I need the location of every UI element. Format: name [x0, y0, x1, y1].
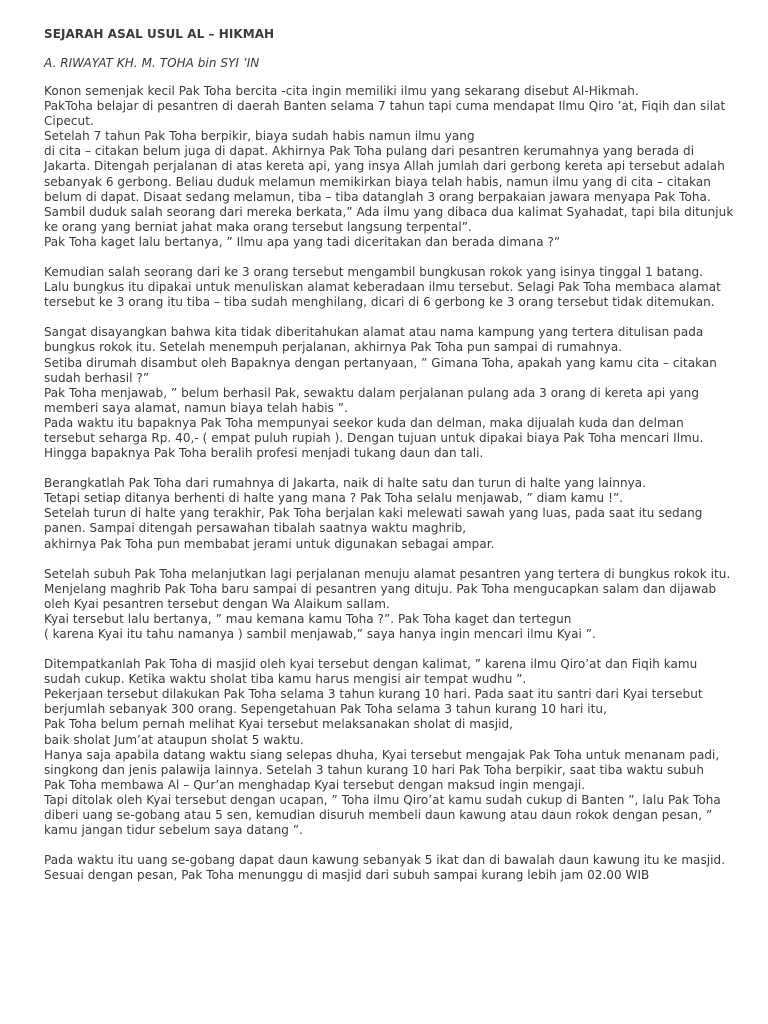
paragraph-line: Kyai tersebut lalu bertanya, ” mau kemana kamu Toha ?”. Pak Toha kaget dan tertegun	[44, 611, 572, 626]
paragraph-line: Setiba dirumah disambut oleh Bapaknya dengan pertanyaan, ” Gimana Toha, apakah yang kamu cita – citakan sudah berhasil ?”	[44, 355, 717, 385]
paragraph-line: Setelah 7 tahun Pak Toha berpikir, biaya sudah habis namun ilmu yang	[44, 129, 475, 144]
paragraph-line: di cita – citakan belum juga di dapat. Akhirnya Pak Toha pulang dari pesantren kerumahnya yang berada di Jakarta. Ditengah perjalanan di atas kereta api, yang insya Allah jumlah dari gerbong kereta api tersebut adalah	[44, 144, 725, 174]
document-title: SEJARAH ASAL USUL AL – HIKMAH	[44, 27, 275, 41]
paragraph-line: akhirnya Pak Toha pun membabat jerami untuk digunakan sebagai ampar.	[44, 536, 495, 551]
paragraph-line: Pak Toha membawa Al – Qur’an menghadap Kyai tersebut dengan maksud ingin mengaji.	[44, 777, 586, 792]
paragraph	[44, 567, 734, 642]
document-subtitle: A. RIWAYAT KH. M. TOHA bin SYI ’IN	[44, 56, 260, 70]
paragraph-line: baik sholat Jum’at ataupun sholat 5 waktu.	[44, 732, 304, 747]
paragraph	[44, 84, 734, 250]
paragraph-line: Pak Toha menjawab, ” belum berhasil Pak, sewaktu dalam perjalanan pulang ada 3 orang di kereta api yang memberi saya alamat, namun biaya telah habis ”.	[44, 385, 699, 415]
paragraph	[44, 657, 734, 838]
paragraph-line: Pekerjaan tersebut dilakukan Pak Toha selama 3 tahun kurang 10 hari. Pada saat itu santri dari Kyai tersebut berjumlah sebanyak 300 orang. Sepengetahuan Pak Toha selama 3 tahun kurang 10 hari itu,	[44, 687, 703, 717]
paragraph-line: Hanya saja apabila datang waktu siang selepas dhuha, Kyai tersebut mengajak Pak Toha untuk menanam padi, singkong dan jenis palawija lainnya. Setelah 3 tahun kurang 10 hari Pak Toha berpikir, saat tiba waktu subuh	[44, 747, 720, 777]
paragraph-line: Hingga bapaknya Pak Toha beralih profesi menjadi tukang daun dan tali.	[44, 446, 484, 461]
paragraph-line: Tetapi setiap ditanya berhenti di halte yang mana ? Pak Toha selalu menjawab, ” diam kamu !”.	[44, 491, 624, 506]
paragraph-line: Kemudian salah seorang dari ke 3 orang tersebut mengambil bungkusan rokok yang isinya tinggal 1 batang.	[44, 265, 704, 280]
paragraph	[44, 325, 734, 461]
paragraph-line: Ditempatkanlah Pak Toha di masjid oleh kyai tersebut dengan kalimat, ” karena ilmu Qiro’at dan Fiqih kamu sudah cukup. Ketika waktu sholat tiba kamu harus mengisi air tempat wudhu ”.	[44, 657, 698, 687]
paragraph-line: PakToha belajar di pesantren di daerah Banten selama 7 tahun tapi cuma mendapat Ilmu Qiro ’at, Fiqih dan silat Cipecut.	[44, 99, 726, 129]
paragraph-line: Pada waktu itu bapaknya Pak Toha mempunyai seekor kuda dan delman, maka dijualah kuda dan delman tersebut seharga Rp. 40,- ( empat puluh rupiah ). Dengan tujuan untuk dipakai biaya Pak Toha mencari Ilmu.	[44, 415, 704, 445]
paragraph-line: Setelah turun di halte yang terakhir, Pak Toha berjalan kaki melewati sawah yang luas, pada saat itu sedang panen. Sampai ditengah persawahan tibalah saatnya waktu maghrib,	[44, 506, 703, 536]
paragraph	[44, 476, 734, 551]
paragraph-line: sebanyak 6 gerbong. Beliau duduk melamun memikirkan biaya telah habis, namun ilmu yang di cita – citakan belum di dapat. Disaat sedang melamun, tiba – tiba datanglah 3 orang berpakaian jawara menyapa Pak Toha.	[44, 174, 711, 204]
paragraph-line: Pada waktu itu uang se-gobang dapat daun kawung sebanyak 5 ikat dan di bawalah daun kawung itu ke masjid. Sesuai dengan pesan, Pak Toha menunggu di masjid dari subuh sampai kurang lebih jam 02.00 WIB	[44, 853, 726, 883]
paragraph	[44, 853, 734, 883]
paragraph-line: ( karena Kyai itu tahu namanya ) sambil menjawab,” saya hanya ingin mencari ilmu Kyai ”.	[44, 627, 596, 641]
paragraph-line: Konon semenjak kecil Pak Toha bercita -cita ingin memiliki ilmu yang sekarang disebut Al-Hikmah.	[44, 84, 639, 98]
paragraph-line: Pak Toha belum pernah melihat Kyai tersebut melaksanakan sholat di masjid,	[44, 717, 514, 732]
paragraph-line: Sambil duduk salah seorang dari mereka berkata,” Ada ilmu yang dibaca dua kalimat Syahadat, tapi bila ditunjuk ke orang yang berniat jahat maka orang tersebut langsung terpental”.	[44, 204, 734, 234]
document-body	[44, 84, 734, 883]
paragraph-line: Lalu bungkus itu dipakai untuk menuliskan alamat keberadaan ilmu tersebut. Selagi Pak Toha membaca alamat tersebut ke 3 orang itu tiba – tiba sudah menghilang, dicari di 6 gerbong ke 3 orang tersebut tidak ditemukan.	[44, 280, 721, 310]
paragraph-line: Setelah subuh Pak Toha melanjutkan lagi perjalanan menuju alamat pesantren yang tertera di bungkus rokok itu. Menjelang maghrib Pak Toha baru sampai di pesantren yang dituju. Pak Toha mengucapkan salam dan dijawab oleh Kyai pesantren tersebut dengan Wa Alaikum sallam.	[44, 566, 731, 611]
paragraph-line: Berangkatlah Pak Toha dari rumahnya di Jakarta, naik di halte satu dan turun di halte yang lainnya.	[44, 476, 647, 491]
paragraph	[44, 265, 734, 310]
paragraph-line: Tapi ditolak oleh Kyai tersebut dengan ucapan, ” Toha ilmu Qiro’at kamu sudah cukup di Banten ”, lalu Pak Toha diberi uang se-gobang atau 5 sen, kemudian disuruh membeli daun kawung atau daun rokok dengan pesan, ” kamu jangan tidur sebelum saya datang ”.	[44, 792, 721, 838]
paragraph-line: Pak Toha kaget lalu bertanya, ” Ilmu apa yang tadi diceritakan dan berada dimana ?”	[44, 234, 561, 249]
paragraph-line: Sangat disayangkan bahwa kita tidak diberitahukan alamat atau nama kampung yang tertera ditulisan pada bungkus rokok itu. Setelah menempuh perjalanan, akhirnya Pak Toha pun sampai di rumahnya.	[44, 325, 704, 355]
document-page	[44, 26, 734, 898]
